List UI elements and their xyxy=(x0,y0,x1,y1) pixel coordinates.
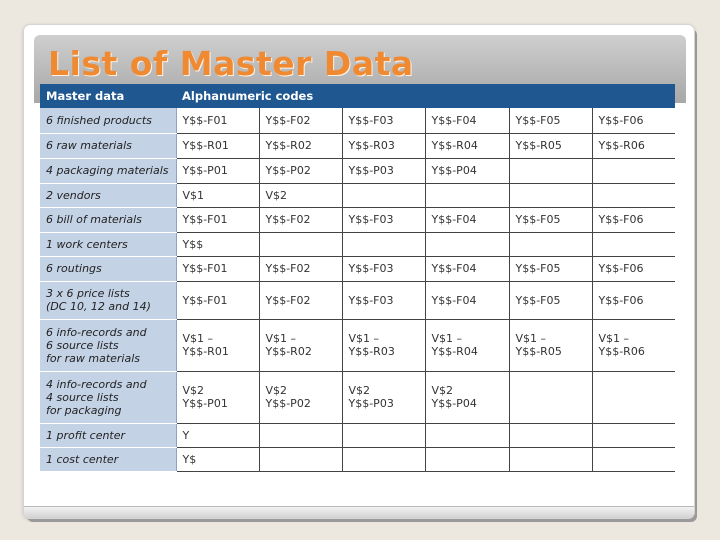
code-cell: Y$$-R04 xyxy=(425,133,509,158)
master-data-label: 1 profit center xyxy=(40,423,176,447)
code-cell xyxy=(259,447,342,471)
code-cell xyxy=(592,371,675,423)
code-cell: Y$$-R03 xyxy=(342,133,425,158)
code-cell xyxy=(509,232,592,256)
code-cell xyxy=(342,232,425,256)
code-cell: Y$$-F06 xyxy=(592,207,675,232)
code-cell xyxy=(259,232,342,256)
master-data-label: 6 bill of materials xyxy=(40,207,176,232)
code-cell xyxy=(592,183,675,207)
table-row xyxy=(40,423,675,447)
code-cell: V$1 – Y$$-R04 xyxy=(425,319,509,371)
table-row xyxy=(40,133,675,158)
code-cell: Y$$-F03 xyxy=(342,207,425,232)
table-row xyxy=(40,207,675,232)
code-cell: V$1 – Y$$-R02 xyxy=(259,319,342,371)
code-cell xyxy=(425,423,509,447)
code-cell: Y$$-F03 xyxy=(342,281,425,319)
code-cell: Y$$ xyxy=(176,232,259,256)
code-cell: Y$$-F01 xyxy=(176,281,259,319)
code-cell: Y$$-F02 xyxy=(259,281,342,319)
code-cell xyxy=(509,423,592,447)
code-cell: Y$$-F06 xyxy=(592,108,675,133)
master-data-table-wrapper xyxy=(40,84,675,472)
code-cell: Y$$-P03 xyxy=(342,158,425,183)
table-row xyxy=(40,158,675,183)
code-cell: Y$$-F04 xyxy=(425,256,509,281)
master-data-label: 6 info-records and 6 source lists for raw materials xyxy=(40,319,176,371)
code-cell: Y$$-F05 xyxy=(509,207,592,232)
code-cell: V$2 Y$$-P04 xyxy=(425,371,509,423)
master-data-label: 6 finished products xyxy=(40,108,176,133)
code-cell: Y$$-F01 xyxy=(176,108,259,133)
code-cell: Y$$-R02 xyxy=(259,133,342,158)
code-cell: Y$$-F06 xyxy=(592,256,675,281)
table-row xyxy=(40,447,675,471)
code-cell xyxy=(425,183,509,207)
code-cell: Y$$-F02 xyxy=(259,108,342,133)
code-cell: Y$$-F02 xyxy=(259,207,342,232)
table-row xyxy=(40,108,675,133)
code-cell: Y$$-F05 xyxy=(509,256,592,281)
code-cell: Y$$-R01 xyxy=(176,133,259,158)
code-cell: Y$$-F04 xyxy=(425,281,509,319)
master-data-label: 4 info-records and 4 source lists for packaging xyxy=(40,371,176,423)
table-row xyxy=(40,319,675,371)
code-cell xyxy=(592,423,675,447)
code-cell: V$1 – Y$$-R01 xyxy=(176,319,259,371)
code-cell: V$1 – Y$$-R06 xyxy=(592,319,675,371)
table-row xyxy=(40,232,675,256)
header-alphanumeric-codes: Alphanumeric codes xyxy=(176,84,675,108)
master-data-label: 1 work centers xyxy=(40,232,176,256)
code-cell: Y$$-F04 xyxy=(425,108,509,133)
code-cell: Y$$-F06 xyxy=(592,281,675,319)
code-cell: V$2 xyxy=(259,183,342,207)
code-cell: Y$$-F05 xyxy=(509,281,592,319)
master-data-label: 6 routings xyxy=(40,256,176,281)
code-cell: Y$ xyxy=(176,447,259,471)
code-cell: Y$$-F03 xyxy=(342,108,425,133)
table-header-row xyxy=(40,84,675,108)
code-cell: V$1 – Y$$-R05 xyxy=(509,319,592,371)
table-row xyxy=(40,256,675,281)
code-cell xyxy=(509,447,592,471)
code-cell xyxy=(509,158,592,183)
code-cell xyxy=(592,158,675,183)
code-cell xyxy=(592,447,675,471)
code-cell: Y$$-F03 xyxy=(342,256,425,281)
slide xyxy=(24,25,694,518)
code-cell: V$2 Y$$-P01 xyxy=(176,371,259,423)
slide-title: List of Master Data xyxy=(48,44,414,83)
code-cell: Y$$-F02 xyxy=(259,256,342,281)
code-cell: V$1 – Y$$-R03 xyxy=(342,319,425,371)
master-data-label: 2 vendors xyxy=(40,183,176,207)
code-cell: Y$$-R05 xyxy=(509,133,592,158)
code-cell: Y$$-P04 xyxy=(425,158,509,183)
code-cell: V$2 Y$$-P02 xyxy=(259,371,342,423)
code-cell xyxy=(342,183,425,207)
code-cell xyxy=(425,232,509,256)
code-cell: Y$$-F05 xyxy=(509,108,592,133)
code-cell xyxy=(509,371,592,423)
master-data-label: 1 cost center xyxy=(40,447,176,471)
master-data-label: 3 x 6 price lists (DC 10, 12 and 14) xyxy=(40,281,176,319)
table-row xyxy=(40,371,675,423)
code-cell xyxy=(592,232,675,256)
code-cell: Y$$-F01 xyxy=(176,256,259,281)
master-data-table xyxy=(40,84,675,472)
code-cell: Y$$-R06 xyxy=(592,133,675,158)
code-cell xyxy=(425,447,509,471)
code-cell xyxy=(342,447,425,471)
code-cell: Y$$-F04 xyxy=(425,207,509,232)
master-data-label: 6 raw materials xyxy=(40,133,176,158)
code-cell: V$2 Y$$-P03 xyxy=(342,371,425,423)
code-cell: Y$$-F01 xyxy=(176,207,259,232)
code-cell: Y$$-P01 xyxy=(176,158,259,183)
master-data-label: 4 packaging materials xyxy=(40,158,176,183)
code-cell: Y xyxy=(176,423,259,447)
code-cell: Y$$-P02 xyxy=(259,158,342,183)
table-body xyxy=(40,108,675,471)
code-cell xyxy=(259,423,342,447)
code-cell xyxy=(342,423,425,447)
code-cell: V$1 xyxy=(176,183,259,207)
code-cell xyxy=(509,183,592,207)
table-row xyxy=(40,183,675,207)
slide-bottom-strip xyxy=(24,506,694,518)
table-row xyxy=(40,281,675,319)
header-master-data: Master data xyxy=(40,84,176,108)
